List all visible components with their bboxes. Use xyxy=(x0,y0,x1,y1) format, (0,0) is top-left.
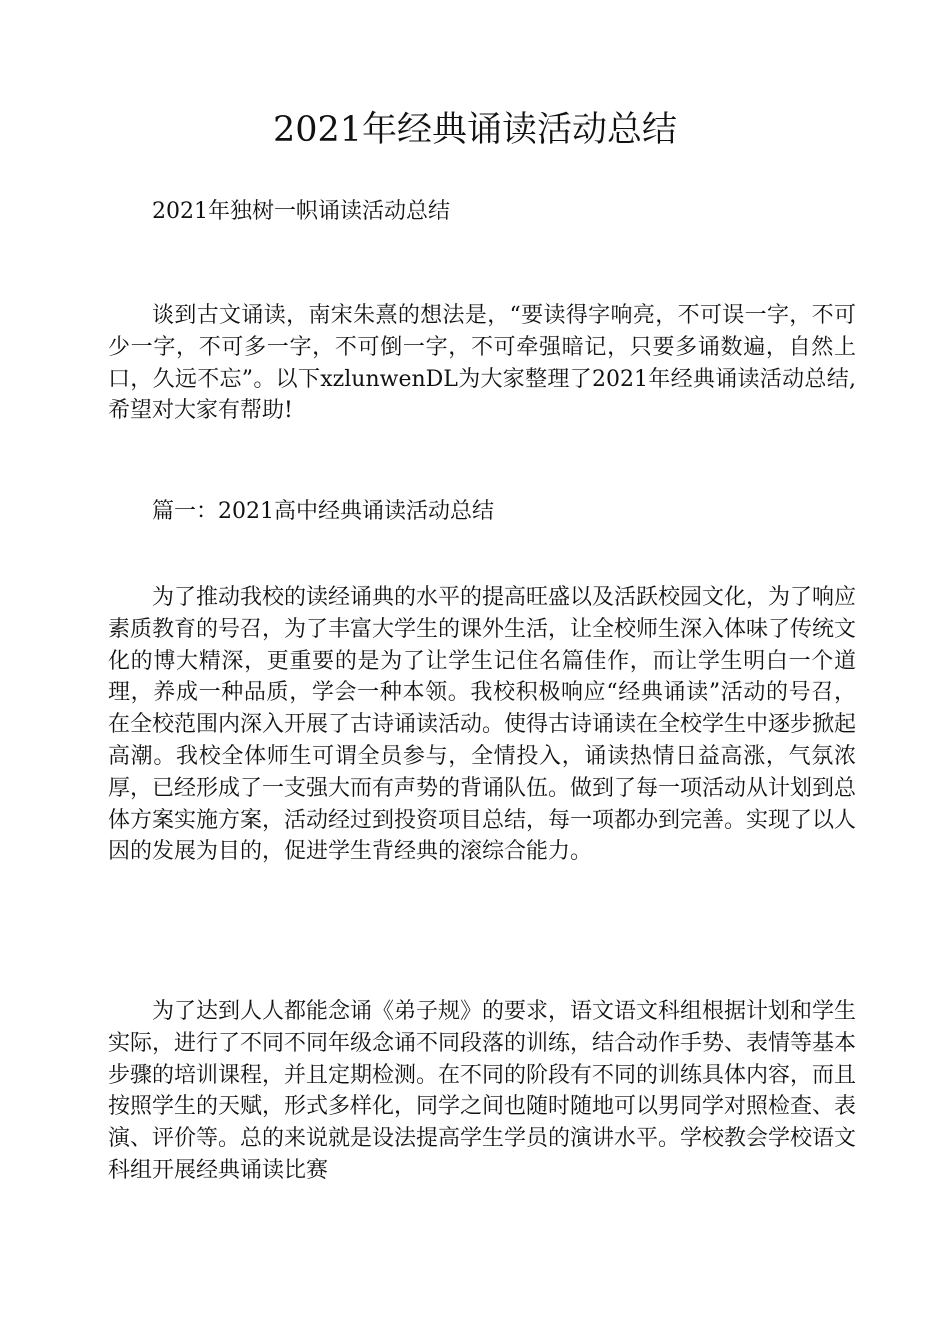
intro-paragraph: 谈到古文诵读，南宋朱熹的想法是，“要读得字响亮，不可误一字，不可少一字，不可多一字，不可倒一字，不可牵强暗记，只要多诵数遍，自然上口，久远不忘”。以下xzlunwenDL为大家整理了2021年经典诵读活动总结,希望对大家有帮助! xyxy=(108,303,856,424)
section-heading: 篇一：2021高中经典诵读活动总结 xyxy=(152,499,494,524)
body-paragraph-2: 为了达到人人都能念诵《弟子规》的要求，语文语文科组根据计划和学生实际，进行了不同不同年级念诵不同段落的训练，结合动作手势、表情等基本步骤的培训课程，并且定期检测。在不同的阶段有不同的训练具体内容，而且按照学生的天赋，形式多样化，同学之间也随时随地可以男同学对照检查、表演、评价等。总的来说就是设法提高学生学员的演讲水平。学校教会学校语文科组开展经典诵读比赛 xyxy=(108,999,857,1183)
document-subtitle: 2021年独树一帜诵读活动总结 xyxy=(152,199,450,224)
body-paragraph-1: 为了推动我校的读经诵典的水平的提高旺盛以及活跃校园文化，为了响应素质教育的号召，为了丰富大学生的课外生活，让全校师生深入体味了传统文化的博大精深，更重要的是为了让学生记住名篇佳作，而让学生明白一个道理，养成一种品质，学会一种本领。我校积极响应“经典诵读”活动的号召，在全校范围内深入开展了古诗诵读活动。使得古诗诵读在全校学生中逐步掀起高潮。我校全体师生可谓全员参与，全情投入，诵读热情日益高涨，气氛浓厚，已经形成了一支强大而有声势的背诵队伍。做到了每一项活动从计划到总体方案实施方案，活动经过到投资项目总结，每一项都办到完善。实现了以人因的发展为目的，促进学生背经典的滚综合能力。 xyxy=(108,585,857,865)
document-title: 2021年经典诵读活动总结 xyxy=(272,110,678,150)
